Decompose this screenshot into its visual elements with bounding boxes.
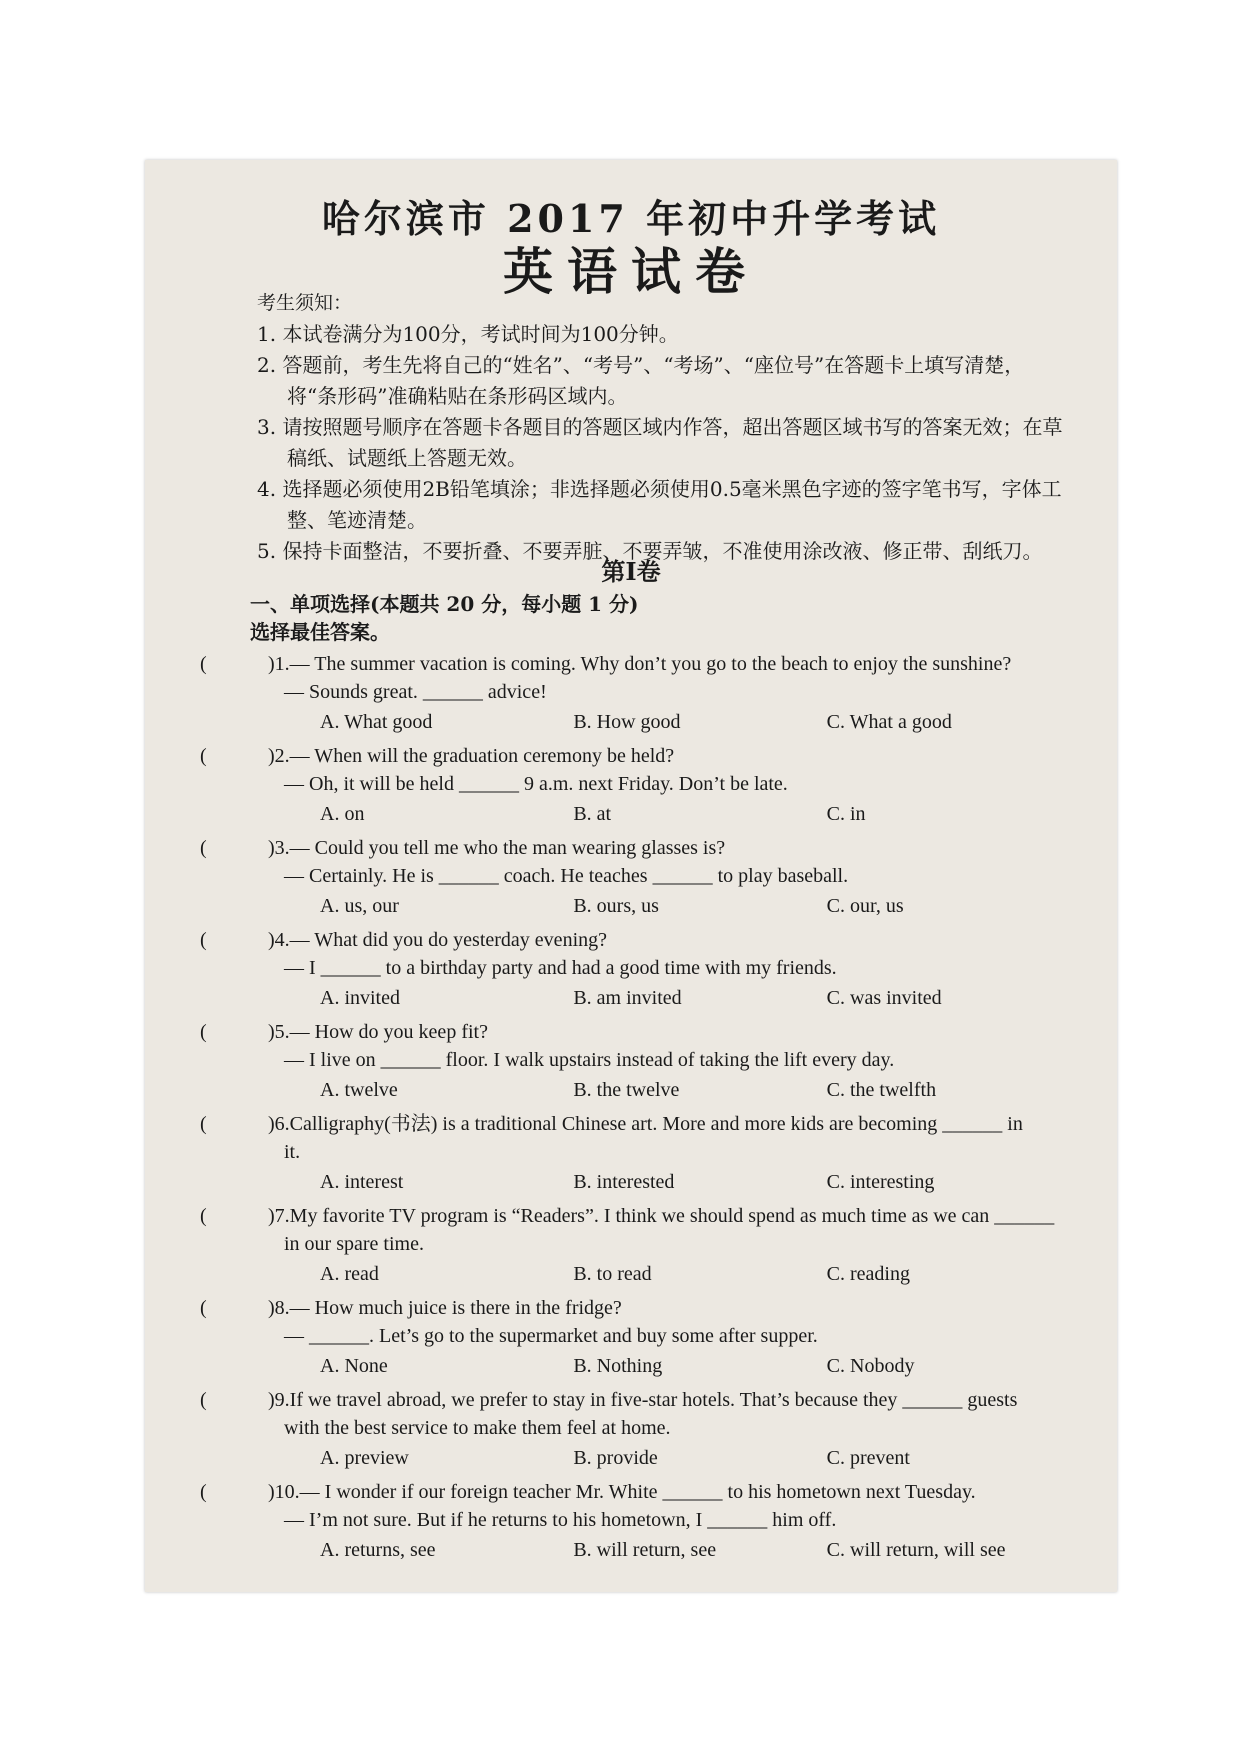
- section-title: 一、单项选择(本题共 20 分，每小题 1 分): [250, 592, 639, 616]
- exam-paper-photo: [145, 160, 1117, 1592]
- option-c: C. reading: [826, 1263, 910, 1285]
- option-a: A. interest: [320, 1171, 404, 1193]
- option-a: A. twelve: [320, 1079, 398, 1101]
- notice-item: 5. 保持卡面整洁，不要折叠、不要弄脏、不要弄皱，不准使用涂改液、修正带、刮纸刀。: [257, 539, 1043, 563]
- question-line: — Certainly. He is ______ coach. He teaches ______ to play baseball.: [284, 865, 849, 887]
- question-number: )3.: [268, 837, 290, 859]
- question-line: — I live on ______ floor. I walk upstairs instead of taking the lift every day.: [284, 1049, 895, 1071]
- question-item: [200, 1294, 1080, 1380]
- question-item: [200, 742, 1080, 828]
- question-line: — Sounds great. ______ advice!: [284, 681, 547, 703]
- notice-item: 1. 本试卷满分为100分，考试时间为100分钟。: [257, 322, 679, 346]
- question-number: )6.: [268, 1113, 290, 1135]
- question-number: )8.: [268, 1297, 290, 1319]
- question-line: — ______. Let’s go to the supermarket and buy some after supper.: [284, 1325, 818, 1347]
- question-number: )9.: [268, 1389, 290, 1411]
- option-a: A. us, our: [320, 895, 399, 917]
- section-instruction: 选择最佳答案。: [250, 620, 390, 644]
- option-a: A. read: [320, 1263, 379, 1285]
- option-a: A. What good: [320, 711, 433, 733]
- option-a: A. None: [320, 1355, 388, 1377]
- answer-bracket: (: [200, 745, 207, 767]
- question-line: — Oh, it will be held ______ 9 a.m. next Friday. Don’t be late.: [284, 773, 788, 795]
- option-b: B. provide: [573, 1447, 658, 1469]
- option-b: B. interested: [573, 1171, 675, 1193]
- option-c: C. prevent: [826, 1447, 910, 1469]
- option-c: C. the twelfth: [826, 1079, 937, 1101]
- question-line: My favorite TV program is “Readers”. I think we should spend as much time as we can ______: [289, 1205, 1055, 1227]
- option-b: B. at: [573, 803, 612, 825]
- question-line: in our spare time.: [284, 1233, 424, 1255]
- option-c: C. our, us: [826, 895, 904, 917]
- answer-bracket: (: [200, 929, 207, 951]
- option-b: B. Nothing: [573, 1355, 663, 1377]
- notice-item: 3. 请按照题号顺序在答题卡各题目的答题区域内作答，超出答题区域书写的答案无效；在草稿纸、试题纸上答题无效。: [257, 415, 1063, 470]
- question-line: — When will the graduation ceremony be held?: [289, 745, 675, 767]
- question-item: [200, 650, 1080, 736]
- notice-item: 2. 答题前，考生先将自己的“姓名”、“考号”、“考场”、“座位号”在答题卡上填写清楚，将“条形码”准确粘贴在条形码区域内。: [257, 353, 1025, 408]
- question-line: — I wonder if our foreign teacher Mr. White ______ to his hometown next Tuesday.: [299, 1481, 976, 1503]
- question-item: [200, 1386, 1080, 1472]
- question-line: — How much juice is there in the fridge?: [289, 1297, 622, 1319]
- exam-subject-title: 英语试卷: [503, 242, 759, 301]
- answer-bracket: (: [200, 653, 207, 675]
- question-item: [200, 1478, 1080, 1564]
- option-c: C. will return, will see: [826, 1539, 1006, 1561]
- question-number: )7.: [268, 1205, 290, 1227]
- question-line: If we travel abroad, we prefer to stay in five-star hotels. That’s because they ______ guests: [289, 1389, 1018, 1411]
- question-line: — I ______ to a birthday party and had a good time with my friends.: [284, 957, 837, 979]
- question-line: Calligraphy(书法) is a traditional Chinese art. More and more kids are becoming ______ in: [289, 1113, 1023, 1135]
- option-b: B. to read: [573, 1263, 652, 1285]
- question-item: [200, 1110, 1080, 1196]
- section-header: [250, 590, 639, 646]
- option-c: C. was invited: [826, 987, 942, 1009]
- question-number: )10.: [268, 1481, 300, 1503]
- question-number: )1.: [268, 653, 290, 675]
- part-title: 第Ⅰ卷: [601, 557, 661, 586]
- option-a: A. invited: [320, 987, 400, 1009]
- answer-bracket: (: [200, 837, 207, 859]
- question-line: — How do you keep fit?: [289, 1021, 488, 1043]
- option-b: B. ours, us: [573, 895, 659, 917]
- option-c: C. in: [826, 803, 866, 825]
- option-b: B. the twelve: [573, 1079, 680, 1101]
- question-list: [200, 650, 1080, 1570]
- option-b: B. will return, see: [573, 1539, 717, 1561]
- answer-bracket: (: [200, 1021, 207, 1043]
- option-c: C. interesting: [826, 1171, 935, 1193]
- candidate-notice: [257, 288, 1067, 567]
- question-line: it.: [284, 1141, 301, 1163]
- question-item: [200, 1202, 1080, 1288]
- question-item: [200, 834, 1080, 920]
- question-number: )2.: [268, 745, 290, 767]
- option-c: C. Nobody: [826, 1355, 915, 1377]
- question-line: — Could you tell me who the man wearing glasses is?: [289, 837, 726, 859]
- question-number: )5.: [268, 1021, 290, 1043]
- answer-bracket: (: [200, 1205, 207, 1227]
- notice-heading: 考生须知：: [257, 292, 353, 314]
- option-a: A. on: [320, 803, 365, 825]
- option-c: C. What a good: [826, 711, 952, 733]
- question-item: [200, 926, 1080, 1012]
- question-line: — What did you do yesterday evening?: [289, 929, 607, 951]
- answer-bracket: (: [200, 1389, 207, 1411]
- option-a: A. returns, see: [320, 1539, 436, 1561]
- answer-bracket: (: [200, 1113, 207, 1135]
- option-b: B. am invited: [573, 987, 682, 1009]
- answer-bracket: (: [200, 1297, 207, 1319]
- question-number: )4.: [268, 929, 290, 951]
- question-line: with the best service to make them feel at home.: [284, 1417, 671, 1439]
- exam-title: 哈尔滨市 2017 年初中升学考试: [321, 196, 941, 241]
- option-b: B. How good: [573, 711, 681, 733]
- question-line: — I’m not sure. But if he returns to his hometown, I ______ him off.: [284, 1509, 837, 1531]
- question-line: — The summer vacation is coming. Why don’t you go to the beach to enjoy the sunshine?: [289, 653, 1012, 675]
- notice-item: 4. 选择题必须使用2B铅笔填涂；非选择题必须使用0.5毫米黑色字迹的签字笔书写，字体工整、笔迹清楚。: [257, 477, 1062, 532]
- question-item: [200, 1018, 1080, 1104]
- answer-bracket: (: [200, 1481, 207, 1503]
- option-a: A. preview: [320, 1447, 409, 1469]
